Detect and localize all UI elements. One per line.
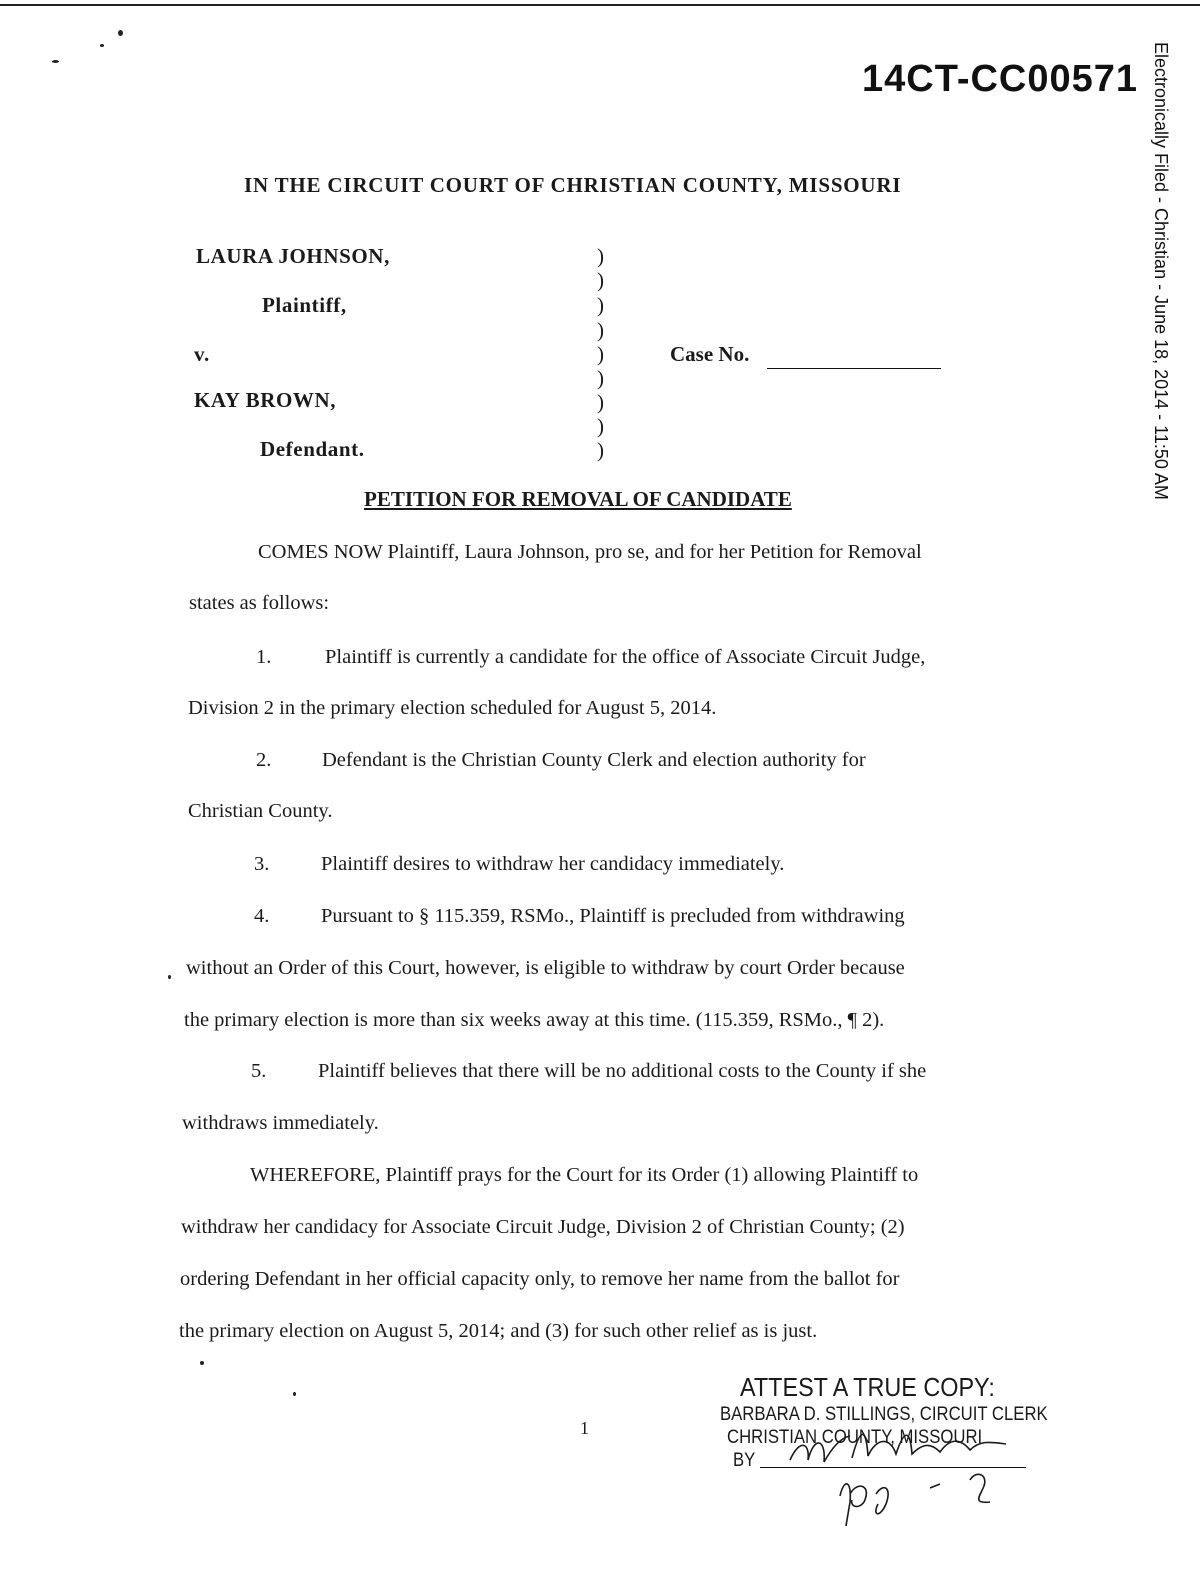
attest-clerk: BARBARA D. STILLINGS, CIRCUIT CLERK xyxy=(720,1404,1048,1425)
scan-speck xyxy=(168,975,171,979)
paragraph-line: Plaintiff believes that there will be no additional costs to the County if she xyxy=(318,1060,927,1082)
attest-county: CHRISTIAN COUNTY, MISSOURI xyxy=(727,1427,983,1448)
attest-by: BY xyxy=(733,1450,756,1471)
caption-paren: ) xyxy=(597,342,604,366)
intro-line: states as follows: xyxy=(189,592,330,614)
caption-paren: ) xyxy=(597,293,604,317)
intro-line: COMES NOW Plaintiff, Laura Johnson, pro se, and for her Petition for Removal xyxy=(258,541,922,563)
court-title: IN THE CIRCUIT COURT OF CHRISTIAN COUNTY, MISSOURI xyxy=(244,173,902,197)
electronic-filing-stamp: Electronically Filed - Christian - June 18, 2014 - 11:50 AM xyxy=(1151,42,1171,500)
paragraph-number: 2. xyxy=(256,749,272,771)
paragraph-number: 4. xyxy=(254,905,270,927)
attest-heading: ATTEST A TRUE COPY: xyxy=(740,1372,995,1402)
handwritten-signature xyxy=(780,1408,1040,1538)
versus-label: v. xyxy=(194,342,210,366)
wherefore-line: withdraw her candidacy for Associate Circuit Judge, Division 2 of Christian County; (2) xyxy=(181,1216,905,1238)
paragraph-number: 5. xyxy=(251,1060,267,1082)
wherefore-line: the primary election on August 5, 2014; and (3) for such other relief as is just. xyxy=(179,1320,818,1342)
paragraph-line: Christian County. xyxy=(188,800,333,822)
caption-paren: ) xyxy=(597,438,604,462)
caption-paren: ) xyxy=(597,390,604,414)
scan-speck xyxy=(118,30,123,36)
scan-speck xyxy=(293,1392,296,1396)
paragraph-line: Pursuant to § 115.359, RSMo., Plaintiff is precluded from withdrawing xyxy=(321,905,905,927)
defendant-role: Defendant. xyxy=(260,437,365,461)
paragraph-number: 3. xyxy=(254,853,270,875)
paragraph-number: 1. xyxy=(256,646,272,668)
page-number: 1 xyxy=(580,1418,589,1438)
paragraph-line: Plaintiff desires to withdraw her candidacy immediately. xyxy=(321,853,785,875)
defendant-name: KAY BROWN, xyxy=(194,388,337,412)
caption-paren: ) xyxy=(597,268,604,292)
caption-paren: ) xyxy=(597,318,604,342)
paragraph-line: the primary election is more than six weeks away at this time. (115.359, RSMo., ¶ 2). xyxy=(184,1009,885,1031)
paragraph-line: Division 2 in the primary election scheduled for August 5, 2014. xyxy=(188,697,717,719)
wherefore-line: WHEREFORE, Plaintiff prays for the Court for its Order (1) allowing Plaintiff to xyxy=(250,1164,919,1186)
scan-speck xyxy=(100,44,104,47)
case-number-stamp: 14CT-CC00571 xyxy=(862,58,1139,100)
paragraph-line: Plaintiff is currently a candidate for the office of Associate Circuit Judge, xyxy=(325,646,926,668)
caption-paren: ) xyxy=(597,366,604,390)
top-edge-line xyxy=(0,4,1200,6)
case-no-blank-line xyxy=(767,368,941,369)
document-title: PETITION FOR REMOVAL OF CANDIDATE xyxy=(364,487,792,511)
case-no-label: Case No. xyxy=(670,342,750,366)
paragraph-line: without an Order of this Court, however, is eligible to withdraw by court Order because xyxy=(186,957,905,979)
caption-paren: ) xyxy=(597,244,604,268)
plaintiff-name: LAURA JOHNSON, xyxy=(196,244,390,268)
paragraph-line: Defendant is the Christian County Clerk and election authority for xyxy=(322,749,866,771)
scan-speck xyxy=(200,1361,204,1365)
scan-speck xyxy=(52,60,59,63)
wherefore-line: ordering Defendant in her official capacity only, to remove her name from the ballot for xyxy=(180,1268,900,1290)
caption-paren: ) xyxy=(597,414,604,438)
paragraph-line: withdraws immediately. xyxy=(182,1112,379,1134)
plaintiff-role: Plaintiff, xyxy=(262,293,347,317)
